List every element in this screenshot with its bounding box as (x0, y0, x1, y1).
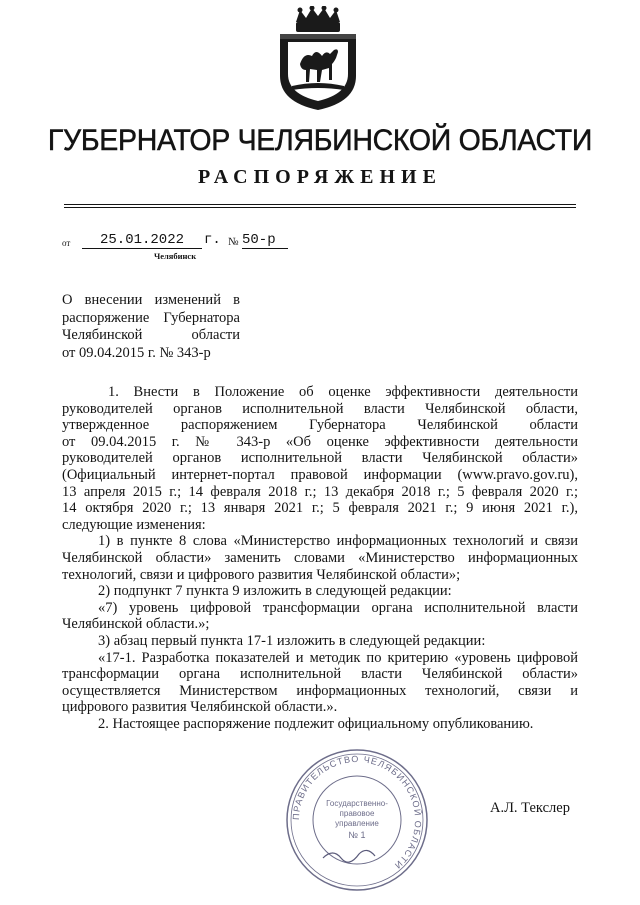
body-line: Челябинской области» заменить словами «Министерство информационных (62, 549, 578, 566)
document-date: 25.01.2022 (82, 232, 202, 249)
body-line: утвержденное распоряжением Губернатора Челябинской области (62, 417, 578, 434)
body-line: 13 апреля 2015 г.; 14 февраля 2018 г.; 13 декабря 2018 г.; 5 февраля 2020 г.; (62, 483, 578, 500)
body-line: 2) подпункт 7 пункта 9 изложить в следующей редакции: (98, 583, 452, 600)
body-line: 14 октября 2020 г.; 13 января 2021 г.; 5 февраля 2021 г.; 9 июня 2021 г.), (62, 500, 578, 517)
body-line: 2. Настоящее распоряжение подлежит официальному опубликованию. (98, 715, 534, 732)
subject-line: О внесении изменений в (62, 292, 240, 308)
body-line: «17-1. Разработка показателей и методик по критерию «уровень цифровой (98, 649, 578, 666)
body-line: 1. Внести в Положение об оценке эффективности деятельности (108, 384, 578, 400)
document-type: РАСПОРЯЖЕНИЕ (198, 166, 442, 188)
body-line: цифрового развития Челябинской области.». (62, 699, 338, 716)
signature-scribble (323, 850, 375, 862)
subject-line: Челябинской области (62, 327, 240, 343)
document-body (62, 384, 578, 732)
body-line: следующие изменения: (62, 516, 206, 533)
subject-block (62, 292, 240, 362)
authority-title: ГУБЕРНАТОР ЧЕЛЯБИНСКОЙ ОБЛАСТИ (47, 124, 593, 157)
body-line: Челябинской области.»; (62, 616, 210, 633)
body-line: «7) уровень цифровой трансформации органа исполнительной власти (98, 599, 578, 616)
official-stamp (283, 746, 431, 894)
stamp-outer-text: ПРАВИТЕЛЬСТВО ЧЕЛЯБИНСКОЙ ОБЛАСТИ (290, 753, 424, 872)
stamp-inner-line: управление (335, 819, 379, 828)
signatory-name: А.Л. Текслер (490, 800, 570, 816)
city-name: Челябинск (154, 251, 197, 261)
body-line: трансформации органа исполнительной власти Челябинской области» (62, 666, 578, 683)
header-rule-top (64, 204, 576, 205)
stamp-inner-line: № 1 (348, 830, 366, 840)
coat-of-arms-emblem (270, 6, 366, 112)
body-line: (Официальный интернет-портал правовой информации (www.pravo.gov.ru), (62, 466, 578, 483)
document-number: 50-р (242, 232, 288, 249)
body-line: руководителей органов исполнительной власти Челябинской области, (62, 400, 578, 417)
stamp-inner-line: правовое (339, 809, 375, 818)
date-prefix-label: от (62, 238, 71, 248)
subject-line: от 09.04.2015 г. № 343-р (62, 344, 211, 361)
body-line: от 09.04.2015 г. № 343-р «Об оценке эффективности деятельности (62, 433, 578, 450)
body-line: технологий, связи и цифрового развития Челябинской области»; (62, 566, 461, 583)
body-line: осуществляется Министерством информационных технологий, связи и (62, 682, 578, 699)
subject-line: распоряжение Губернатора (62, 309, 240, 326)
body-line: руководителей органов исполнительной власти Челябинской области» (62, 450, 578, 467)
header-rule-bottom (64, 207, 576, 208)
number-label: № (228, 236, 239, 248)
body-line: 1) в пункте 8 слова «Министерство информационных технологий и связи (98, 533, 578, 550)
stamp-inner-line: Государственно- (326, 799, 388, 808)
year-suffix: г. (204, 232, 221, 248)
body-line: 3) абзац первый пункта 17-1 изложить в следующей редакции: (98, 632, 486, 649)
